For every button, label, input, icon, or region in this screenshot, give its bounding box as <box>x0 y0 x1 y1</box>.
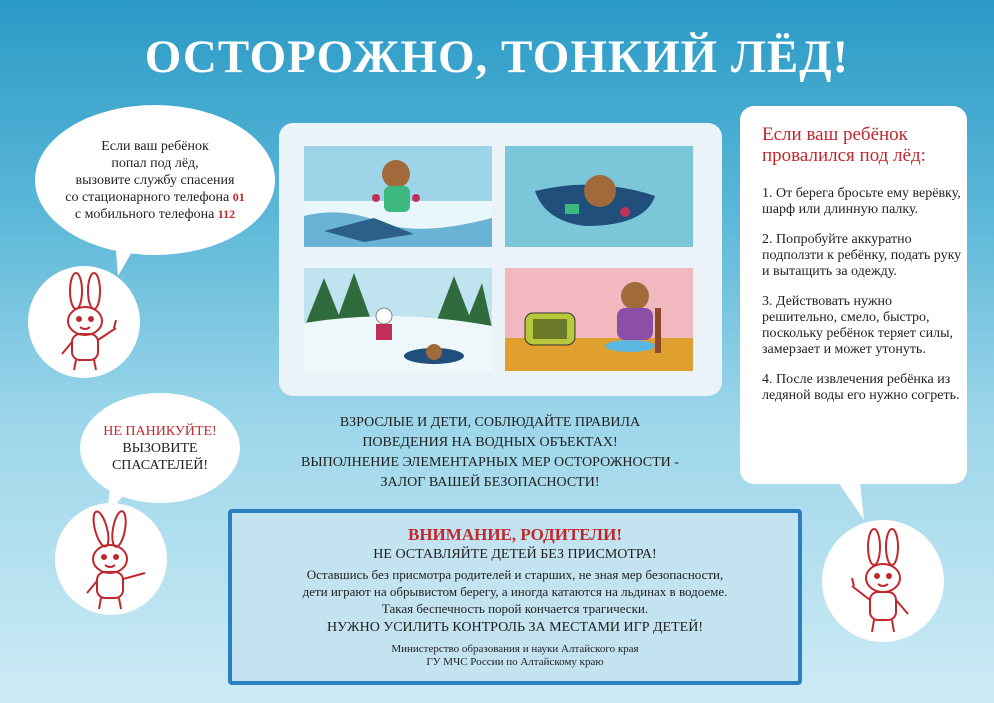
rabbit-illustration <box>55 503 167 615</box>
bear-on-ice-image <box>304 146 492 247</box>
alert-footer <box>232 643 798 669</box>
comic-strip <box>279 123 722 396</box>
bubble-tail <box>838 482 868 522</box>
bear-falls-image <box>505 146 693 247</box>
alert-footer-line: Министерство образования и науки Алтайского края <box>391 643 639 655</box>
alert-footer-line: ГУ МЧС России по Алтайскому краю <box>426 656 604 668</box>
bear-warm-image <box>505 268 693 371</box>
instructions-title-line: провалился под лёд: <box>762 145 926 166</box>
bubble-line <box>75 206 235 223</box>
mobile-number: 112 <box>217 206 236 221</box>
instruction-item: 4. После извлечения ребёнка из ледяной воды его нужно согреть. <box>762 372 960 403</box>
safety-slogan <box>270 413 710 493</box>
bubble-line: вызовите службу спасения <box>75 172 235 188</box>
comic-panel-bear-falls <box>505 146 693 247</box>
comic-panel-bear-on-ice <box>304 146 492 247</box>
landline-label: со стационарного телефона <box>65 189 233 205</box>
parents-alert-box <box>228 509 802 685</box>
alert-subtitle: НЕ ОСТАВЛЯЙТЕ ДЕТЕЙ БЕЗ ПРИСМОТРА! <box>373 547 657 562</box>
alert-body <box>232 566 798 617</box>
rabbit-illustration <box>28 266 140 378</box>
mobile-label: с мобильного телефона <box>74 206 218 222</box>
rescue-instructions <box>740 106 967 484</box>
instructions-list <box>762 186 962 418</box>
rabbit-icon <box>28 266 140 378</box>
bubble-line: СПАСАТЕЛЕЙ! <box>111 457 209 473</box>
alert-body-line: Такая беспечность порой кончается трагически. <box>381 601 649 616</box>
slogan-line: ЗАЛОГ ВАШЕЙ БЕЗОПАСНОСТИ! <box>380 475 600 490</box>
alert-body-line: Оставшись без присмотра родителей и старших, не зная мер безопасности, <box>306 567 724 582</box>
rabbit-icon <box>55 503 167 615</box>
bubble-line <box>65 189 245 206</box>
instruction-item: 3. Действовать нужно решительно, смело, быстро, поскольку ребёнок теряет силы, замерзает и может утонуть. <box>762 294 953 357</box>
emergency-call-bubble <box>35 105 275 255</box>
alert-body-line: дети играют на обрывистом берегу, а иногда катаются на льдинах в водоеме. <box>302 584 728 599</box>
comic-panel-rabbit-rescue <box>304 268 492 371</box>
no-panic-warning: НЕ ПАНИКУЙТЕ! <box>103 423 217 439</box>
instruction-item: 2. Попробуйте аккуратно подползти к ребёнку, подать руку и вытащить за одежду. <box>762 232 962 279</box>
slogan-line: ВЫПОЛНЕНИЕ ЭЛЕМЕНТАРНЫХ МЕР ОСТОРОЖНОСТИ - <box>301 455 679 470</box>
slogan-line: ВЗРОСЛЫЕ И ДЕТИ, СОБЛЮДАЙТЕ ПРАВИЛА <box>339 415 641 430</box>
landline-number: 01 <box>232 189 245 204</box>
alert-title: ВНИМАНИЕ, РОДИТЕЛИ! <box>408 525 622 544</box>
poster-title: ОСТОРОЖНО, ТОНКИЙ ЛЁД! <box>144 31 850 83</box>
alert-strong: НУЖНО УСИЛИТЬ КОНТРОЛЬ ЗА МЕСТАМИ ИГР ДЕТЕЙ! <box>327 620 703 635</box>
instructions-title <box>762 124 962 166</box>
instructions-title-line: Если ваш ребёнок <box>762 124 908 145</box>
bubble-line: попал под лёд, <box>111 155 199 171</box>
bubble-line: Если ваш ребёнок <box>101 138 209 154</box>
rabbit-illustration <box>822 520 944 642</box>
slogan-line: ПОВЕДЕНИЯ НА ВОДНЫХ ОБЪЕКТАХ! <box>362 435 618 450</box>
rabbit-icon <box>822 520 944 642</box>
no-panic-bubble <box>80 393 240 503</box>
bubble-line: ВЫЗОВИТЕ <box>122 440 198 456</box>
instruction-item: 1. От берега бросьте ему верёвку, шарф или длинную палку. <box>762 186 961 217</box>
rabbit-rescue-image <box>304 268 492 371</box>
comic-panel-bear-warm <box>505 268 693 371</box>
